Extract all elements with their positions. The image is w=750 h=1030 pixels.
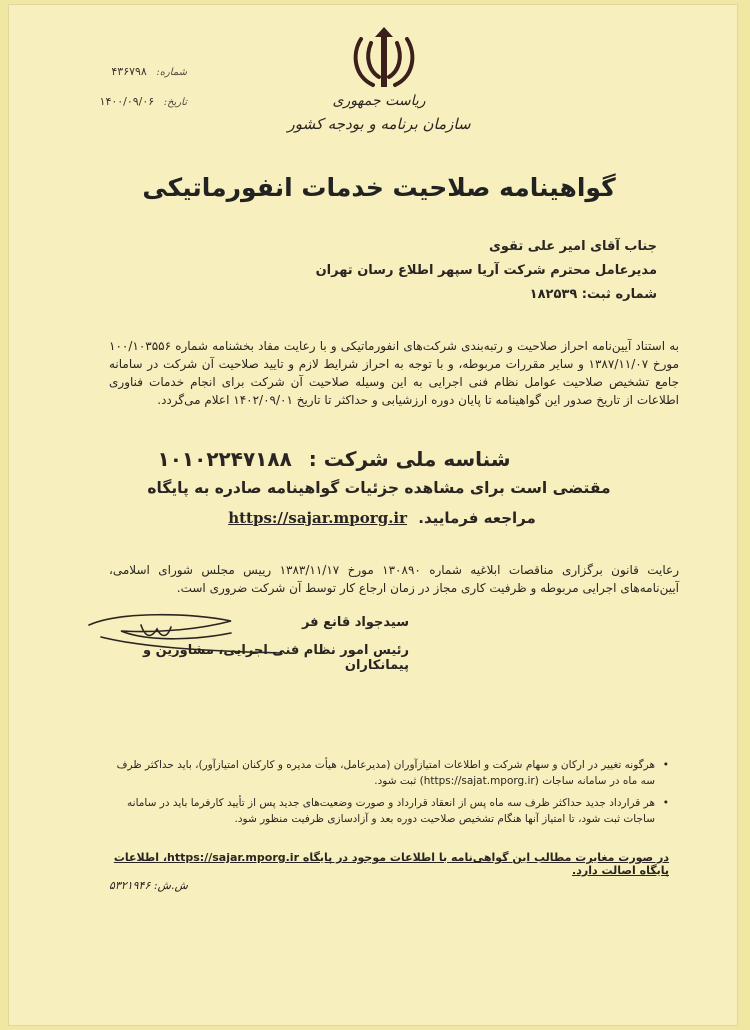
portal-link-suffix: مراجعه فرمایید. bbox=[418, 509, 536, 527]
letter-date-value: ۱۴۰۰/۰۹/۰۶ bbox=[99, 95, 155, 108]
law-paragraph: رعایت قانون برگزاری مناقصات ابلاغیه شماره ۱۳۰۸۹۰ مورخ ۱۳۸۳/۱۱/۱۷ رییس مجلس شورای اسلامی، آیین‌نامه‌های اجرایی مربوطه و ظرفیت کاری مجاز در زمان ارجاع کار توسط آن شرکت ضروری است. bbox=[109, 563, 680, 595]
sajar-link[interactable]: https://sajar.mporg.ir bbox=[228, 509, 408, 527]
portal-link-line bbox=[159, 509, 599, 527]
footer-note-2: • هر قرارداد جدید حداکثر ظرف سه ماه پس از انعقاد قرارداد و صورت وضعیت‌های جدید پس از تأیید کارفرما باید در سامانه ساجات ثبت شود، تا امتیاز آنها هنگام تشخیص صلاحیت دوره بعد و آزادسازی ظرفیت منظور شود. bbox=[109, 795, 669, 827]
signer-name: سیدجواد قانع فر bbox=[301, 615, 409, 630]
page-title: گواهینامه صلاحیت خدمات انفورماتیکی bbox=[142, 173, 616, 202]
footer-note-1: • هرگونه تغییر در ارکان و سهام شرکت و اطلاعات امتیازآوران (مدیرعامل، هیأت مدیره و کارکنان امتیازآور)، باید حداکثر ظرف سه ماه در سامانه ساجات (https://sajat.mporg.ir) ثبت شود. bbox=[109, 757, 669, 789]
footer-notes bbox=[109, 757, 669, 827]
org-presidency: ریاست جمهوری bbox=[332, 93, 426, 109]
certificate-page bbox=[8, 4, 738, 1026]
signer-position: رئیس امور نظام فنی اجرایی، مشاورین و پیمانکاران bbox=[143, 643, 409, 673]
addressee-company: مدیرعامل محترم شرکت آریا سپهر اطلاع رسان تهران bbox=[315, 263, 657, 278]
portal-notice: مقتضی است برای مشاهده جزئیات گواهینامه صادره به پایگاه bbox=[147, 479, 611, 497]
registration-number-value: ۱۸۲۵۳۹ bbox=[529, 287, 578, 302]
reference-number: ش.ش: ۵۳۲۱۹۴۶ bbox=[109, 879, 188, 892]
registration-number: شماره ثبت: ۱۸۲۵۳۹ bbox=[529, 287, 657, 302]
certificate-body: به استناد آیین‌نامه احراز صلاحیت و رتبه‌بندی شرکت‌های انفورماتیکی و با رعایت مفاد بخشنامه شماره ۱۰۰/۱۰۳۵۵۶ مورخ ۱۳۸۷/۱۱/۰۷ و سایر مقررات مربوطه، و با توجه به احراز شرایط لازم و تایید صلاحیت آن شرکت در سامانه جامع تشخیص صلاحیت عوامل نظام فنی اجرایی به این وسیله صلاحیت آن شرکت برای انجام خدمات فناوری اطلاعات از تاریخ صدور این گواهینامه تا پایان دوره ارزشیابی و حداکثر تا تاریخ ۱۴۰۲/۰۹/۰۱ اعلام می‌گردد. bbox=[109, 339, 679, 407]
national-id bbox=[109, 447, 559, 471]
national-id-value: ۱۰۱۰۲۲۴۷۱۸۸ bbox=[157, 447, 292, 471]
letter-date: تاریخ: ۱۴۰۰/۰۹/۰۶ bbox=[99, 95, 187, 108]
addressee-name: جناب آقای امیر علی تقوی bbox=[488, 239, 657, 254]
letter-number-value: ۴۳۶۷۹۸ bbox=[111, 65, 147, 78]
validity-note: در صورت مغایرت مطالب این گواهی‌نامه با اطلاعات موجود در پایگاه https://sajar.mporg.ir، اطلاعات پایگاه اصالت دارد. bbox=[113, 851, 669, 877]
letter-number: شماره: ۴۳۶۷۹۸ bbox=[111, 65, 187, 78]
org-name: سازمان برنامه و بودجه کشور bbox=[287, 115, 471, 133]
national-id-label: شناسه ملی شرکت : bbox=[308, 447, 511, 471]
iran-emblem-icon bbox=[349, 25, 419, 97]
